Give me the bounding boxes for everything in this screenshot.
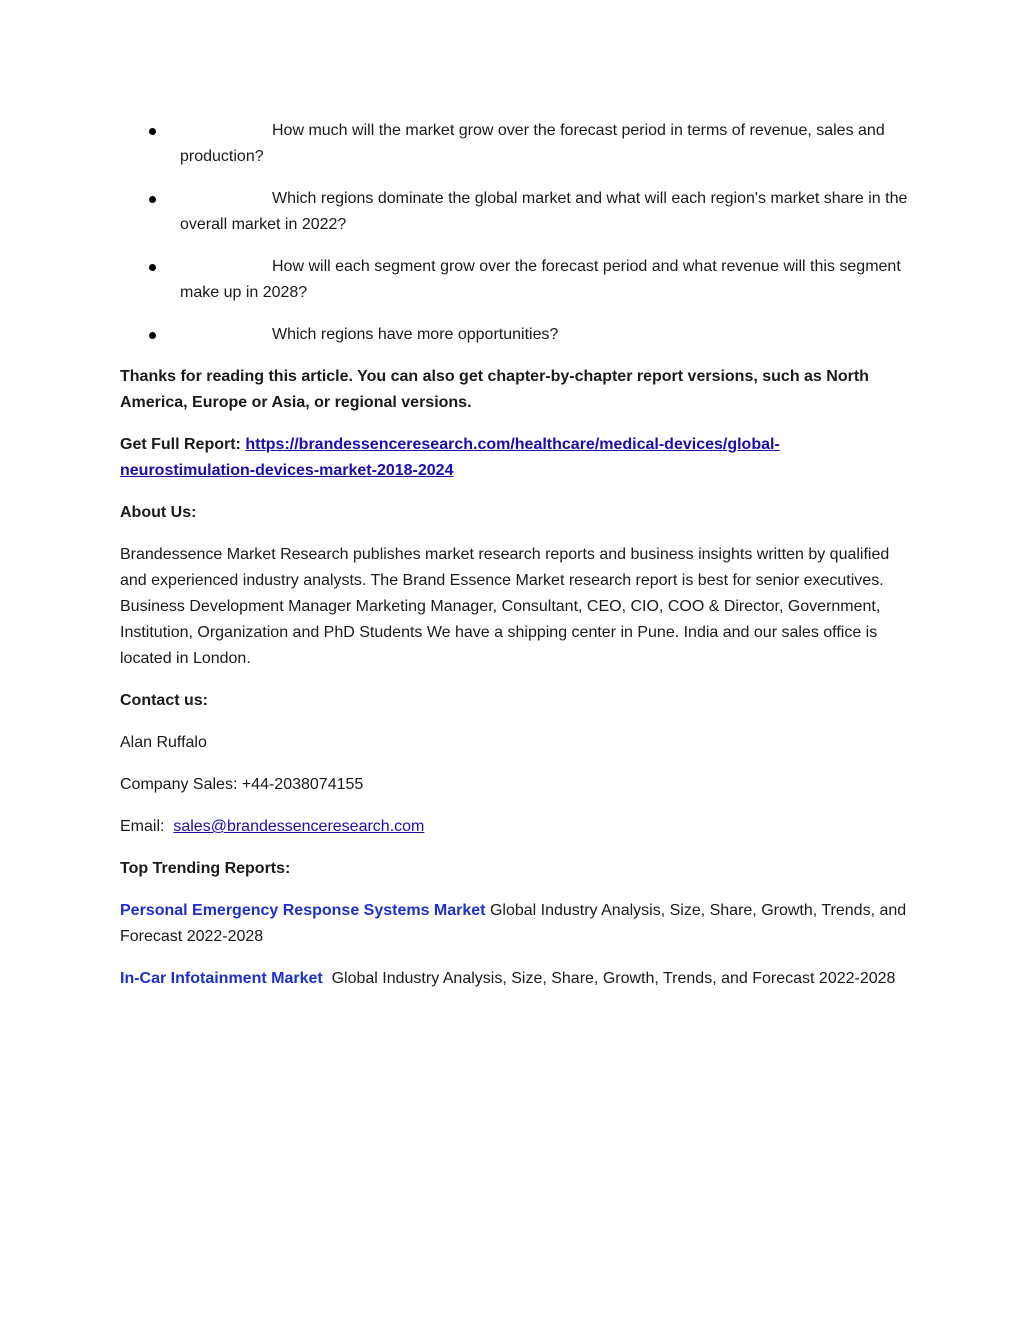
trending-item: [120, 898, 910, 950]
about-heading: About Us:: [120, 504, 197, 521]
full-report-label: Get Full Report:: [120, 436, 241, 453]
trending-report-link[interactable]: In-Car Infotainment Market: [120, 970, 323, 987]
list-item: [120, 118, 910, 170]
question-list: [120, 118, 910, 348]
trending-report-desc: Global Industry Analysis, Size, Share, Growth, Trends, and Forecast 2022-2028: [120, 902, 911, 945]
contact-heading: Contact us:: [120, 692, 208, 709]
full-report-link[interactable]: https://brandessenceresearch.com/healthcare/medical-devices/global-neurostimulation-devices-market-2018-2024: [120, 436, 780, 479]
full-report-paragraph: [120, 432, 910, 484]
bullet-text: Which regions have more opportunities?: [272, 326, 559, 343]
bullet-icon: [149, 332, 156, 339]
trending-heading: Top Trending Reports:: [120, 860, 291, 877]
list-item: [120, 322, 910, 348]
thanks-paragraph: Thanks for reading this article. You can also get chapter-by-chapter report versions, such as North America, Europe or Asia, or regional versions.: [120, 368, 869, 411]
email-link[interactable]: sales@brandessenceresearch.com: [173, 818, 425, 835]
list-item: [120, 254, 910, 306]
bullet-icon: [149, 128, 156, 135]
bullet-icon: [149, 264, 156, 271]
about-body: Brandessence Market Research publishes market research reports and business insights written by qualified and experienced industry analysts. The Brand Essence Market research report is best for senior executives. Business Development Manager Marketing Manager, Consultant, CEO, CIO, COO & Director, Government, Institution, Organization and PhD Students We have a shipping center in Pune. India and our sales office is located in London.: [120, 546, 890, 667]
email-label: Email:: [120, 818, 165, 835]
bullet-text: Which regions dominate the global market and what will each region's market share in the overall market in 2022?: [180, 190, 908, 233]
bullet-text: How much will the market grow over the forecast period in terms of revenue, sales and production?: [180, 122, 885, 165]
trending-report-link[interactable]: Personal Emergency Response Systems Market: [120, 902, 486, 919]
trending-report-desc: Global Industry Analysis, Size, Share, Growth, Trends, and Forecast 2022-2028: [322, 970, 896, 987]
document-content: [120, 118, 910, 1008]
bullet-text: How will each segment grow over the forecast period and what revenue will this segment make up in 2028?: [180, 258, 901, 301]
contact-email-paragraph: [120, 814, 910, 840]
contact-sales: Company Sales: +44-2038074155: [120, 776, 364, 793]
trending-item: [120, 966, 910, 992]
bullet-icon: [149, 196, 156, 203]
contact-name: Alan Ruffalo: [120, 734, 207, 751]
list-item: [120, 186, 910, 238]
